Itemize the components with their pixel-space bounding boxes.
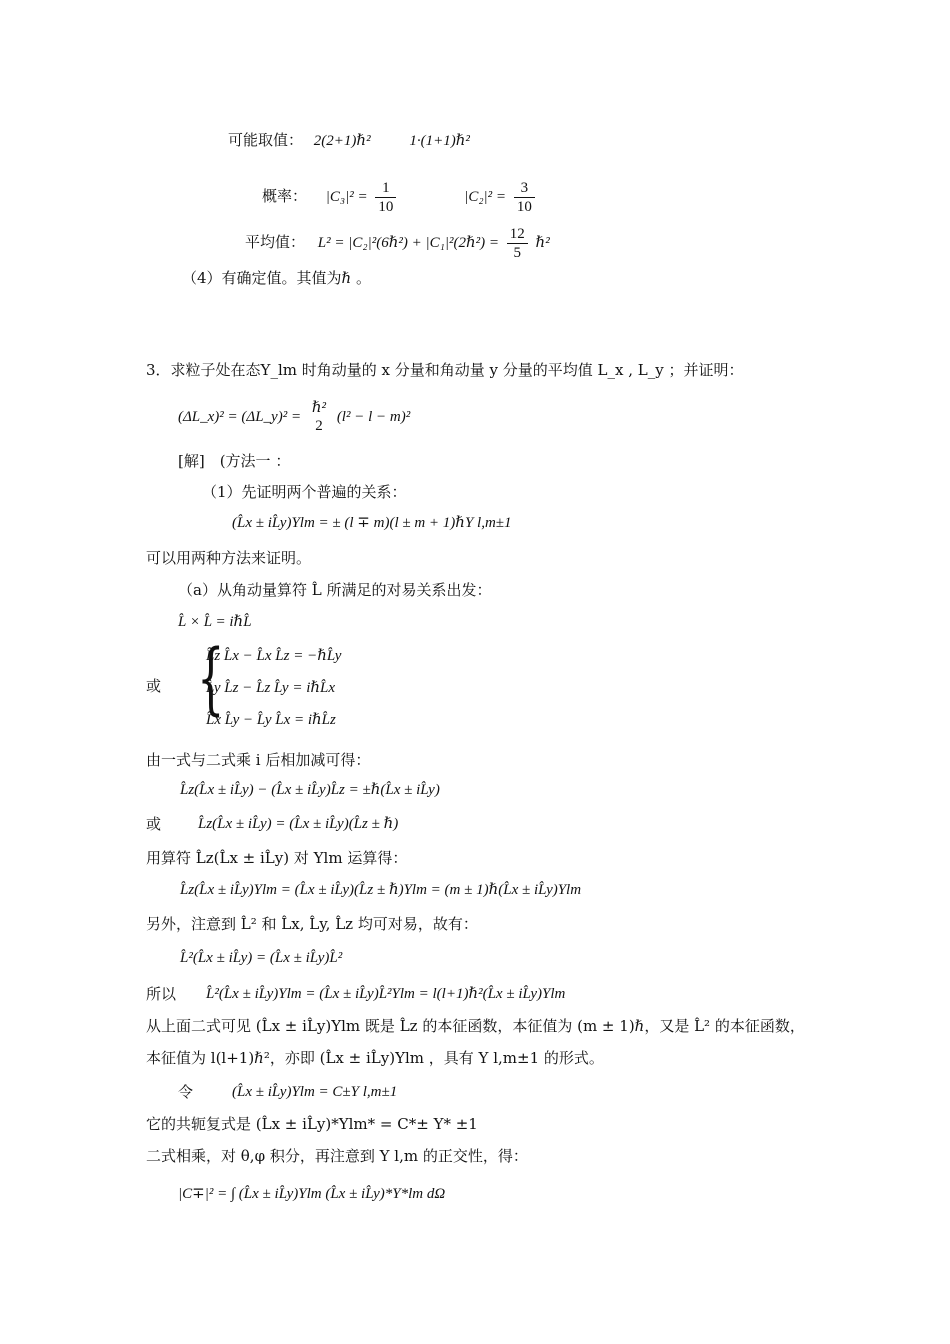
item-4: （4）有确定值。其值为ℏ 。 <box>182 269 371 287</box>
conclusion-line-1: 从上面二式可见 (L̂x ± iL̂y)Ylm 既是 L̂z 的本征函数，本征值为 (m ± 1)ℏ，又是 L̂² 的本征函数， <box>146 1017 805 1035</box>
prob-c2-denominator: 10 <box>516 198 532 215</box>
probability-label: 概率： <box>262 187 308 205</box>
problem-3-eq-right: (l² − l − m)² <box>336 409 411 425</box>
commute-text: 另外，注意到 L̂² 和 L̂x, L̂y, L̂z 均可对易，故有： <box>146 915 478 933</box>
problem-3-eq-fraction <box>309 399 329 435</box>
solution-heading: [解] (方法一 ： <box>178 452 291 470</box>
commutator-2: L̂y L̂z − L̂z L̂y = iℏL̂x <box>206 680 336 696</box>
conjugate-line: 它的共轭复式是 (L̂x ± iL̂y)*Ylm* = C*± Y* ±1 <box>146 1115 478 1133</box>
possible-value-2: 1·(1+1)ℏ² <box>409 133 470 149</box>
let-label: 令 <box>178 1083 194 1101</box>
average-denominator: 5 <box>513 244 522 261</box>
average-fraction <box>507 225 528 262</box>
two-methods-text: 可以用两种方法来证明。 <box>146 549 312 567</box>
equation-final: |C∓|² = ∫ (L̂x ± iL̂y)Ylm (L̂x ± iL̂y)*Y*lm dΩ <box>178 1186 446 1202</box>
commutator-3: L̂x L̂y − L̂y L̂x = iℏL̂z <box>206 712 336 728</box>
possible-values-label: 可能取值： <box>228 131 304 149</box>
equation-d: L̂²(L̂x ± iL̂y) = (L̂x ± iL̂y)L̂² <box>180 950 343 966</box>
method-a-text: （a）从角动量算符 L̂ 所满足的对易关系出发： <box>178 581 492 599</box>
or-label-2: 或 <box>146 815 162 833</box>
therefore-label: 所以 <box>146 985 177 1003</box>
combine-text: 由一式与二式乘 i 后相加减可得： <box>146 751 371 769</box>
commutator-vector: L̂ × L̂ = iℏL̂ <box>178 614 252 630</box>
equation-c: L̂z(L̂x ± iL̂y)Ylm = (L̂x ± iL̂y)(L̂z ± ℏ)Ylm = (m ± 1)ℏ(L̂x ± iL̂y)Ylm <box>180 882 582 898</box>
problem-3-eq-denominator: 2 <box>315 418 323 434</box>
prob-c3-expr: |C₃|² = <box>325 189 368 205</box>
equation-a: L̂z(L̂x ± iL̂y) − (L̂x ± iL̂y)L̂z = ±ℏ(L̂x ± iL̂y) <box>180 782 440 798</box>
system-brace: { <box>197 634 225 724</box>
prob-c3-numerator: 1 <box>375 179 396 198</box>
possible-value-1: 2(2+1)ℏ² <box>313 133 371 149</box>
possible-values-line <box>228 130 470 151</box>
or-label-1: 或 <box>146 677 162 695</box>
problem-3-eq-left: (ΔL_x)² = (ΔL_y)² = <box>178 409 302 425</box>
average-label: 平均值： <box>245 233 306 251</box>
average-tail: ℏ² <box>535 235 550 251</box>
equation-b: L̂z(L̂x ± iL̂y) = (L̂x ± iL̂y)(L̂z ± ℏ) <box>198 816 399 832</box>
step-1-heading: （1）先证明两个普遍的关系： <box>202 483 407 501</box>
prob-c3-fraction <box>375 179 396 216</box>
prob-c2-numerator: 3 <box>514 179 535 198</box>
multiply-line: 二式相乘，对 θ,φ 积分，再注意到 Y l,m 的正交性，得： <box>146 1147 528 1165</box>
problem-3-equation <box>178 396 410 437</box>
problem-3-eq-numerator: ℏ² <box>311 400 327 416</box>
step-1-equation: (L̂x ± iL̂y)Ylm = ± (l ∓ m)(l ± m + 1)ℏY l,m±1 <box>232 515 512 531</box>
average-numerator: 12 <box>507 225 528 244</box>
conclusion-line-2: 本征值为 l(l+1)ℏ²，亦即 (L̂x ± iL̂y)Ylm ，具有 Y l,m±1 的形式。 <box>146 1049 604 1067</box>
average-line <box>245 222 550 263</box>
prob-c2-fraction <box>514 179 535 216</box>
average-expr: L² = |C₂|²(6ℏ²) + |C₁|²(2ℏ²) = <box>317 235 499 251</box>
equation-let: (L̂x ± iL̂y)Ylm = C±Y l,m±1 <box>232 1084 398 1100</box>
probability-line <box>262 176 538 217</box>
prob-c2-expr: |C₂|² = <box>464 189 507 205</box>
apply-operator-text: 用算符 L̂z(L̂x ± iL̂y) 对 Ylm 运算得： <box>146 849 408 867</box>
commutator-1: L̂z L̂x − L̂x L̂z = −ℏL̂y <box>206 648 342 664</box>
equation-e: L̂²(L̂x ± iL̂y)Ylm = (L̂x ± iL̂y)L̂²Ylm = l(l+1)ℏ²(L̂x ± iL̂y)Ylm <box>206 986 566 1002</box>
problem-3-statement: 3．求粒子处在态Y_lm 时角动量的 x 分量和角动量 y 分量的平均值 L_x , L_y ；并证明： <box>146 361 744 379</box>
prob-c3-denominator: 10 <box>378 198 394 215</box>
